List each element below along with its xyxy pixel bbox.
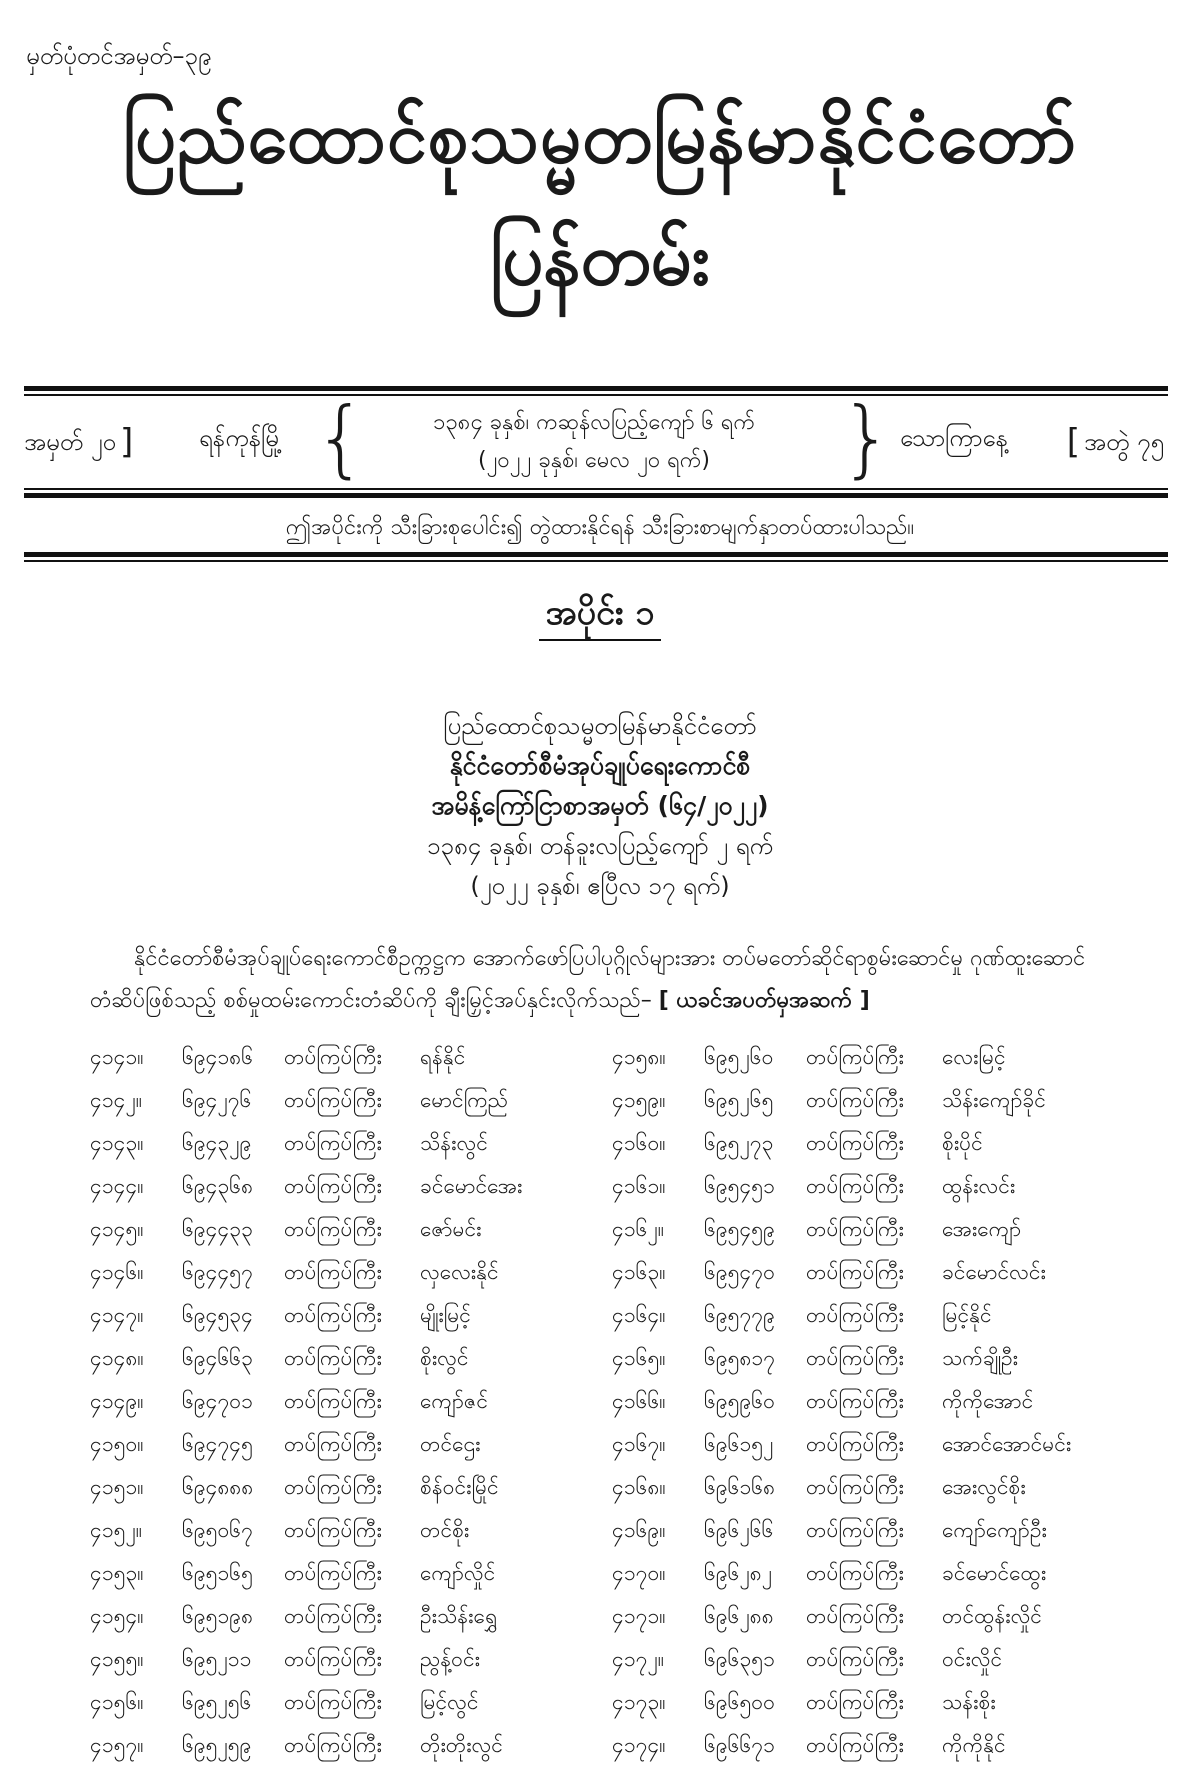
roster-name: ကျော်လှိုင် xyxy=(420,1561,496,1585)
roster-service-number: ၆၉၅၄၇၀ xyxy=(704,1260,775,1284)
roster-rank: တပ်ကြပ်ကြီး xyxy=(284,1346,382,1370)
roster-row xyxy=(90,1083,590,1126)
notification-line-2: နိုင်ငံတော်စီမံအုပ်ချုပ်ရေးကောင်စီ xyxy=(449,751,751,780)
roster-serial-number: ၄၁၄၉။ xyxy=(90,1389,144,1413)
roster-row xyxy=(612,1384,1112,1427)
issue-number-bracket: ] xyxy=(120,422,134,462)
roster-row xyxy=(90,1556,590,1599)
roster-row xyxy=(90,1126,590,1169)
roster-serial-number: ၄၁၆၄။ xyxy=(612,1303,666,1327)
roster-rank: တပ်ကြပ်ကြီး xyxy=(806,1432,904,1456)
roster-rank: တပ်ကြပ်ကြီး xyxy=(806,1217,904,1241)
roster-row xyxy=(612,1255,1112,1298)
roster-service-number: ၆၉၄၁၈၆ xyxy=(182,1045,254,1069)
roster-row xyxy=(612,1341,1112,1384)
roster-row xyxy=(90,1384,590,1427)
masthead-title: ပြည်ထောင်စုသမ္မတမြန်မာနိုင်ငံတော် xyxy=(122,95,1078,179)
roster-name: အောင်အောင်မင်း xyxy=(942,1432,1072,1456)
roster-row xyxy=(612,1212,1112,1255)
roster-serial-number: ၄၁၄၇။ xyxy=(90,1303,144,1327)
roster-serial-number: ၄၁၄၅။ xyxy=(90,1217,144,1241)
continued-note: [ ယခင်အပတ်မှအဆက် ] xyxy=(658,988,870,1013)
roster-serial-number: ၄၁၆၀။ xyxy=(612,1131,666,1155)
roster-serial-number: ၄၁၆၂။ xyxy=(612,1217,665,1241)
roster-rank: တပ်ကြပ်ကြီး xyxy=(284,1260,382,1284)
roster-service-number: ၆၉၆၃၅၁ xyxy=(704,1647,775,1671)
roster-rank: တပ်ကြပ်ကြီး xyxy=(284,1432,382,1456)
registration-number: မှတ်ပုံတင်အမှတ်–၃၉ xyxy=(26,42,212,70)
roster-rank: တပ်ကြပ်ကြီး xyxy=(806,1389,904,1413)
roster-name: ထွန်းလင်း xyxy=(942,1174,1016,1198)
part-title xyxy=(0,590,1200,641)
roster-service-number: ၆၉၆၂၆၆ xyxy=(704,1518,774,1542)
roster-row xyxy=(90,1427,590,1470)
roster-name: ဝင်းလှိုင် xyxy=(942,1647,1003,1671)
roster-rank: တပ်ကြပ်ကြီး xyxy=(806,1561,904,1585)
roster-service-number: ၆၉၅၂၁၁ xyxy=(182,1647,252,1671)
roster-serial-number: ၄၁၅၁။ xyxy=(90,1475,144,1499)
notification-line-1: ပြည်ထောင်စုသမ္မတမြန်မာနိုင်ငံတော် xyxy=(443,712,757,740)
roster-serial-number: ၄၁၅၃။ xyxy=(90,1561,144,1585)
roster-row xyxy=(612,1599,1112,1642)
mid-rule-thick xyxy=(24,493,1168,498)
roster-row xyxy=(612,1685,1112,1728)
roster-name: ကိုကိုနိုင် xyxy=(942,1733,1006,1757)
roster-service-number: ၆၉၄၅၃၄ xyxy=(182,1303,253,1327)
roster-serial-number: ၄၁၄၁။ xyxy=(90,1045,144,1069)
issue-dates xyxy=(354,404,834,480)
roster-row xyxy=(90,1470,590,1513)
roster-serial-number: ၄၁၆၃။ xyxy=(612,1260,666,1284)
roster-service-number: ၆၉၄၇၀၁ xyxy=(182,1389,253,1413)
roster-row xyxy=(612,1083,1112,1126)
roster-service-number: ၆၉၅၀၆၇ xyxy=(182,1518,253,1542)
roster-service-number: ၆၉၄၃၆၈ xyxy=(182,1174,254,1198)
roster-service-number: ၆၉၆၆၇၁ xyxy=(704,1733,775,1757)
roster-rank: တပ်ကြပ်ကြီး xyxy=(806,1260,904,1284)
roster-rank: တပ်ကြပ်ကြီး xyxy=(806,1131,904,1155)
roster-service-number: ၆၉၅၂၇၃ xyxy=(704,1131,774,1155)
notification-line-3: အမိန့်ကြော်ငြာစာအမှတ် (၆၄/၂၀၂၂) xyxy=(431,791,769,820)
roster-serial-number: ၄၁၅၆။ xyxy=(90,1690,144,1714)
roster-serial-number: ၄၁၆၅။ xyxy=(612,1346,666,1370)
roster-service-number: ၆၉၅၂၅၆ xyxy=(182,1690,252,1714)
roster-service-number: ၆၉၄၆၆၃ xyxy=(182,1346,253,1370)
roster-rank: တပ်ကြပ်ကြီး xyxy=(284,1174,382,1198)
issue-date-gregorian: (၂၀၂၂ ခုနှစ်၊ မေလ ၂၀ ရက်) xyxy=(477,448,710,473)
roster-right-column xyxy=(612,1040,1112,1771)
roster-name: စိုးလွင် xyxy=(420,1346,469,1370)
roster-row xyxy=(612,1556,1112,1599)
roster-serial-number: ၄၁၅၇။ xyxy=(90,1733,144,1757)
roster-rank: တပ်ကြပ်ကြီး xyxy=(806,1733,904,1757)
roster-row xyxy=(90,1513,590,1556)
roster-serial-number: ၄၁၇၁။ xyxy=(612,1604,666,1628)
roster-name: မောင်ကြည် xyxy=(420,1088,509,1112)
roster-name: အေးကျော် xyxy=(942,1217,1022,1241)
roster-name: လေးမြင့် xyxy=(942,1045,1006,1069)
roster-rank: တပ်ကြပ်ကြီး xyxy=(806,1647,904,1671)
roster-row xyxy=(90,1255,590,1298)
roster-name: သိန်းကျော်ခိုင် xyxy=(942,1088,1046,1112)
roster-service-number: ၆၉၅၄၅၉ xyxy=(704,1217,775,1241)
roster-name: ကျော်ဇင် xyxy=(420,1389,489,1413)
roster-row xyxy=(90,1341,590,1384)
roster-service-number: ၆၉၅၂၅၉ xyxy=(182,1733,252,1757)
roster-rank: တပ်ကြပ်ကြီး xyxy=(806,1690,904,1714)
roster-serial-number: ၄၁၇၄။ xyxy=(612,1733,666,1757)
roster-name: မြင့်နိုင် xyxy=(942,1303,992,1327)
notification-line-4: ၁၃၈၄ ခုနှစ်၊ တန်ခူးလပြည့်ကျော် ၂ ရက် xyxy=(427,832,773,860)
roster-service-number: ၆၉၅၂၆၀ xyxy=(704,1045,774,1069)
roster-service-number: ၆၉၅၈၁၇ xyxy=(704,1346,776,1370)
roster-rank: တပ်ကြပ်ကြီး xyxy=(284,1217,382,1241)
roster-rank: တပ်ကြပ်ကြီး xyxy=(806,1174,904,1198)
roster-name: သန်းစိုး xyxy=(942,1690,996,1714)
roster-row xyxy=(90,1298,590,1341)
issue-volume-bracket: [ xyxy=(1066,422,1080,462)
roster-serial-number: ၄၁၄၆။ xyxy=(90,1260,144,1284)
roster-rank: တပ်ကြပ်ကြီး xyxy=(284,1733,382,1757)
roster-serial-number: ၄၁၇၂။ xyxy=(612,1647,665,1671)
roster-name: ခင်မောင်ထွေး xyxy=(942,1561,1047,1585)
roster-name: အေးလွင်စိုး xyxy=(942,1475,1026,1499)
roster-rank: တပ်ကြပ်ကြီး xyxy=(284,1518,382,1542)
issue-day: သောကြာနေ့ xyxy=(900,424,1008,452)
roster-name: ကိုကိုအောင် xyxy=(942,1389,1034,1413)
roster-row xyxy=(90,1685,590,1728)
roster-rank: တပ်ကြပ်ကြီး xyxy=(806,1475,904,1499)
roster-left-column xyxy=(90,1040,590,1771)
roster-service-number: ၆၉၅၁၆၅ xyxy=(182,1561,253,1585)
roster-serial-number: ၄၁၄၂။ xyxy=(90,1088,143,1112)
roster-name: သက်ချိုဦး xyxy=(942,1346,1018,1370)
roster-rank: တပ်ကြပ်ကြီး xyxy=(284,1604,382,1628)
roster-row xyxy=(612,1040,1112,1083)
roster-name: ကျော်ကျော်ဦး xyxy=(942,1518,1047,1542)
roster-serial-number: ၄၁၆၇။ xyxy=(612,1432,666,1456)
roster-service-number: ၆၉၄၄၃၃ xyxy=(182,1217,253,1241)
lower-rule-thin xyxy=(24,560,1168,562)
roster-name: တင်ဌေး xyxy=(420,1432,481,1456)
roster-name: ညွန့်ဝင်း xyxy=(420,1647,480,1671)
roster-name: စိုးပိုင် xyxy=(942,1131,983,1155)
roster-rank: တပ်ကြပ်ကြီး xyxy=(284,1045,382,1069)
roster-name: သိန်းလွင် xyxy=(420,1131,488,1155)
roster-name: ခင်မောင်အေး xyxy=(420,1174,523,1198)
roster-serial-number: ၄၁၅၀။ xyxy=(90,1432,144,1456)
roster-row xyxy=(612,1298,1112,1341)
right-brace: } xyxy=(840,389,894,487)
roster-name: တိုးတိုးလွင် xyxy=(420,1733,503,1757)
issue-number-block xyxy=(24,422,133,462)
roster-row xyxy=(612,1126,1112,1169)
roster-name: ခင်မောင်လင်း xyxy=(942,1260,1046,1284)
issue-number: အမှတ် ၂၀ xyxy=(24,428,117,456)
roster-service-number: ၆၉၄၄၅၇ xyxy=(182,1260,253,1284)
roster-service-number: ၆၉၄၈၈၈ xyxy=(182,1475,254,1499)
roster-rank: တပ်ကြပ်ကြီး xyxy=(806,1303,904,1327)
notification-line-5: (၂၀၂၂ ခုနှစ်၊ ဧပြီလ ၁၇ ရက်) xyxy=(470,872,730,900)
roster-service-number: ၆၉၆၁၅၂ xyxy=(704,1432,774,1456)
roster-serial-number: ၄၁၅၈။ xyxy=(612,1045,666,1069)
roster-serial-number: ၄၁၇၀။ xyxy=(612,1561,666,1585)
roster-rank: တပ်ကြပ်ကြီး xyxy=(806,1604,904,1628)
roster-name: စိန်ဝင်းမြိုင် xyxy=(420,1475,499,1499)
roster-row xyxy=(90,1212,590,1255)
roster-name: မျိုးမြင့် xyxy=(420,1303,471,1327)
roster-rank: တပ်ကြပ်ကြီး xyxy=(806,1518,904,1542)
roster-serial-number: ၄၁၅၅။ xyxy=(90,1647,144,1671)
roster-row xyxy=(90,1040,590,1083)
roster-service-number: ၆၉၆၂၈၈ xyxy=(704,1604,774,1628)
roster-serial-number: ၄၁၅၉။ xyxy=(612,1088,666,1112)
roster-rank: တပ်ကြပ်ကြီး xyxy=(284,1475,382,1499)
top-rule-thin xyxy=(24,394,1168,396)
roster-rank: တပ်ကြပ်ကြီး xyxy=(284,1690,382,1714)
body-text: နိုင်ငံတော်စီမံအုပ်ချုပ်ရေးကောင်စီဥက္ကဋ္ဌက အောက်ဖော်ပြပါပုဂ္ဂိုလ်များအား တပ်မတော်ဆိုင်ရာစွမ်းဆောင်မှု ဂုဏ်ထူးဆောင်တံဆိပ်ဖြစ်သည့် စစ်မှုထမ်းကောင်းတံဆိပ်ကို ချီးမြှင့်အပ်နှင်းလိုက်သည်– xyxy=(90,946,1086,1013)
notification-header xyxy=(0,706,1200,906)
roster-name: တင်ထွန်းလှိုင် xyxy=(942,1604,1042,1628)
roster-service-number: ၆၉၅၂၆၅ xyxy=(704,1088,774,1112)
roster-service-number: ၆၉၄၃၂၉ xyxy=(182,1131,252,1155)
roster-serial-number: ၄၁၄၈။ xyxy=(90,1346,144,1370)
roster-service-number: ၆၉၅၇၇၉ xyxy=(704,1303,775,1327)
roster-row xyxy=(90,1728,590,1771)
roster-service-number: ၆၉၄၇၄၅ xyxy=(182,1432,253,1456)
roster-rank: တပ်ကြပ်ကြီး xyxy=(806,1346,904,1370)
issue-city: ရန်ကုန်မြို့ xyxy=(199,424,283,452)
issue-info-row xyxy=(24,389,1168,487)
roster-rank: တပ်ကြပ်ကြီး xyxy=(284,1389,382,1413)
separate-binding-note: ဤအပိုင်းကို သီးခြားစုပေါင်း၍ တွဲထားနိုင်ရန် သီးခြားစာမျက်နှာတပ်ထားပါသည်။ xyxy=(285,515,915,540)
roster-service-number: ၆၉၅၄၅၁ xyxy=(704,1174,775,1198)
roster-service-number: ၆၉၆၅၀၀ xyxy=(704,1690,775,1714)
body-paragraph xyxy=(90,938,1120,1022)
roster-service-number: ၆၉၅၁၉၈ xyxy=(182,1604,254,1628)
roster-service-number: ၆၉၄၂၇၆ xyxy=(182,1088,252,1112)
roster-row xyxy=(90,1599,590,1642)
roster-name: ရန်နိုင် xyxy=(420,1045,466,1069)
roster-rank: တပ်ကြပ်ကြီး xyxy=(284,1303,382,1327)
roster-serial-number: ၄၁၆၁။ xyxy=(612,1174,666,1198)
roster-rank: တပ်ကြပ်ကြီး xyxy=(806,1045,904,1069)
roster-rank: တပ်ကြပ်ကြီး xyxy=(806,1088,904,1112)
issue-date-myanmar: ၁၃၈၄ ခုနှစ်၊ ကဆုန်လပြည့်ကျော် ၆ ရက် xyxy=(432,410,756,435)
roster-serial-number: ၄၁၄၃။ xyxy=(90,1131,144,1155)
issue-volume: အတွဲ ၇၅ xyxy=(1083,428,1164,456)
masthead-subtitle: ပြန်တမ်း xyxy=(490,217,710,301)
roster-rank: တပ်ကြပ်ကြီး xyxy=(284,1647,382,1671)
roster-rank: တပ်ကြပ်ကြီး xyxy=(284,1088,382,1112)
top-rule-thick xyxy=(24,386,1168,391)
roster-row xyxy=(90,1169,590,1212)
left-brace: { xyxy=(314,389,368,487)
roster-name: လှလေးနိုင် xyxy=(420,1260,499,1284)
roster-name: မြင့်လွင် xyxy=(420,1690,479,1714)
roster-serial-number: ၄၁၅၄။ xyxy=(90,1604,144,1628)
lower-rule-thick xyxy=(24,552,1168,557)
roster-row xyxy=(90,1642,590,1685)
issue-volume-block xyxy=(1067,422,1164,462)
roster-row xyxy=(612,1169,1112,1212)
roster-serial-number: ၄၁၇၃။ xyxy=(612,1690,666,1714)
roster-row xyxy=(612,1427,1112,1470)
roster-serial-number: ၄၁၄၄။ xyxy=(90,1174,144,1198)
roster-service-number: ၆၉၅၉၆၀ xyxy=(704,1389,775,1413)
roster-row xyxy=(612,1513,1112,1556)
roster-rank: တပ်ကြပ်ကြီး xyxy=(284,1131,382,1155)
roster-row xyxy=(612,1728,1112,1771)
roster-name: တင်စိုး xyxy=(420,1518,470,1542)
roster-rank: တပ်ကြပ်ကြီး xyxy=(284,1561,382,1585)
roster-row xyxy=(612,1642,1112,1685)
part-title-text: အပိုင်း ၁ xyxy=(539,593,660,641)
roster-service-number: ၆၉၆၂၈၂ xyxy=(704,1561,773,1585)
roster-serial-number: ၄၁၆၉။ xyxy=(612,1518,666,1542)
roster-service-number: ၆၉၆၁၆၈ xyxy=(704,1475,776,1499)
roster-serial-number: ၄၁၆၆။ xyxy=(612,1389,666,1413)
roster-name: ဇော်မင်း xyxy=(420,1217,482,1241)
mid-rule-thin xyxy=(24,488,1168,490)
roster-serial-number: ၄၁၆၈။ xyxy=(612,1475,666,1499)
roster-row xyxy=(612,1470,1112,1513)
roster-serial-number: ၄၁၅၂။ xyxy=(90,1518,143,1542)
roster-name: ဦးသိန်းရွှေ xyxy=(420,1604,498,1628)
